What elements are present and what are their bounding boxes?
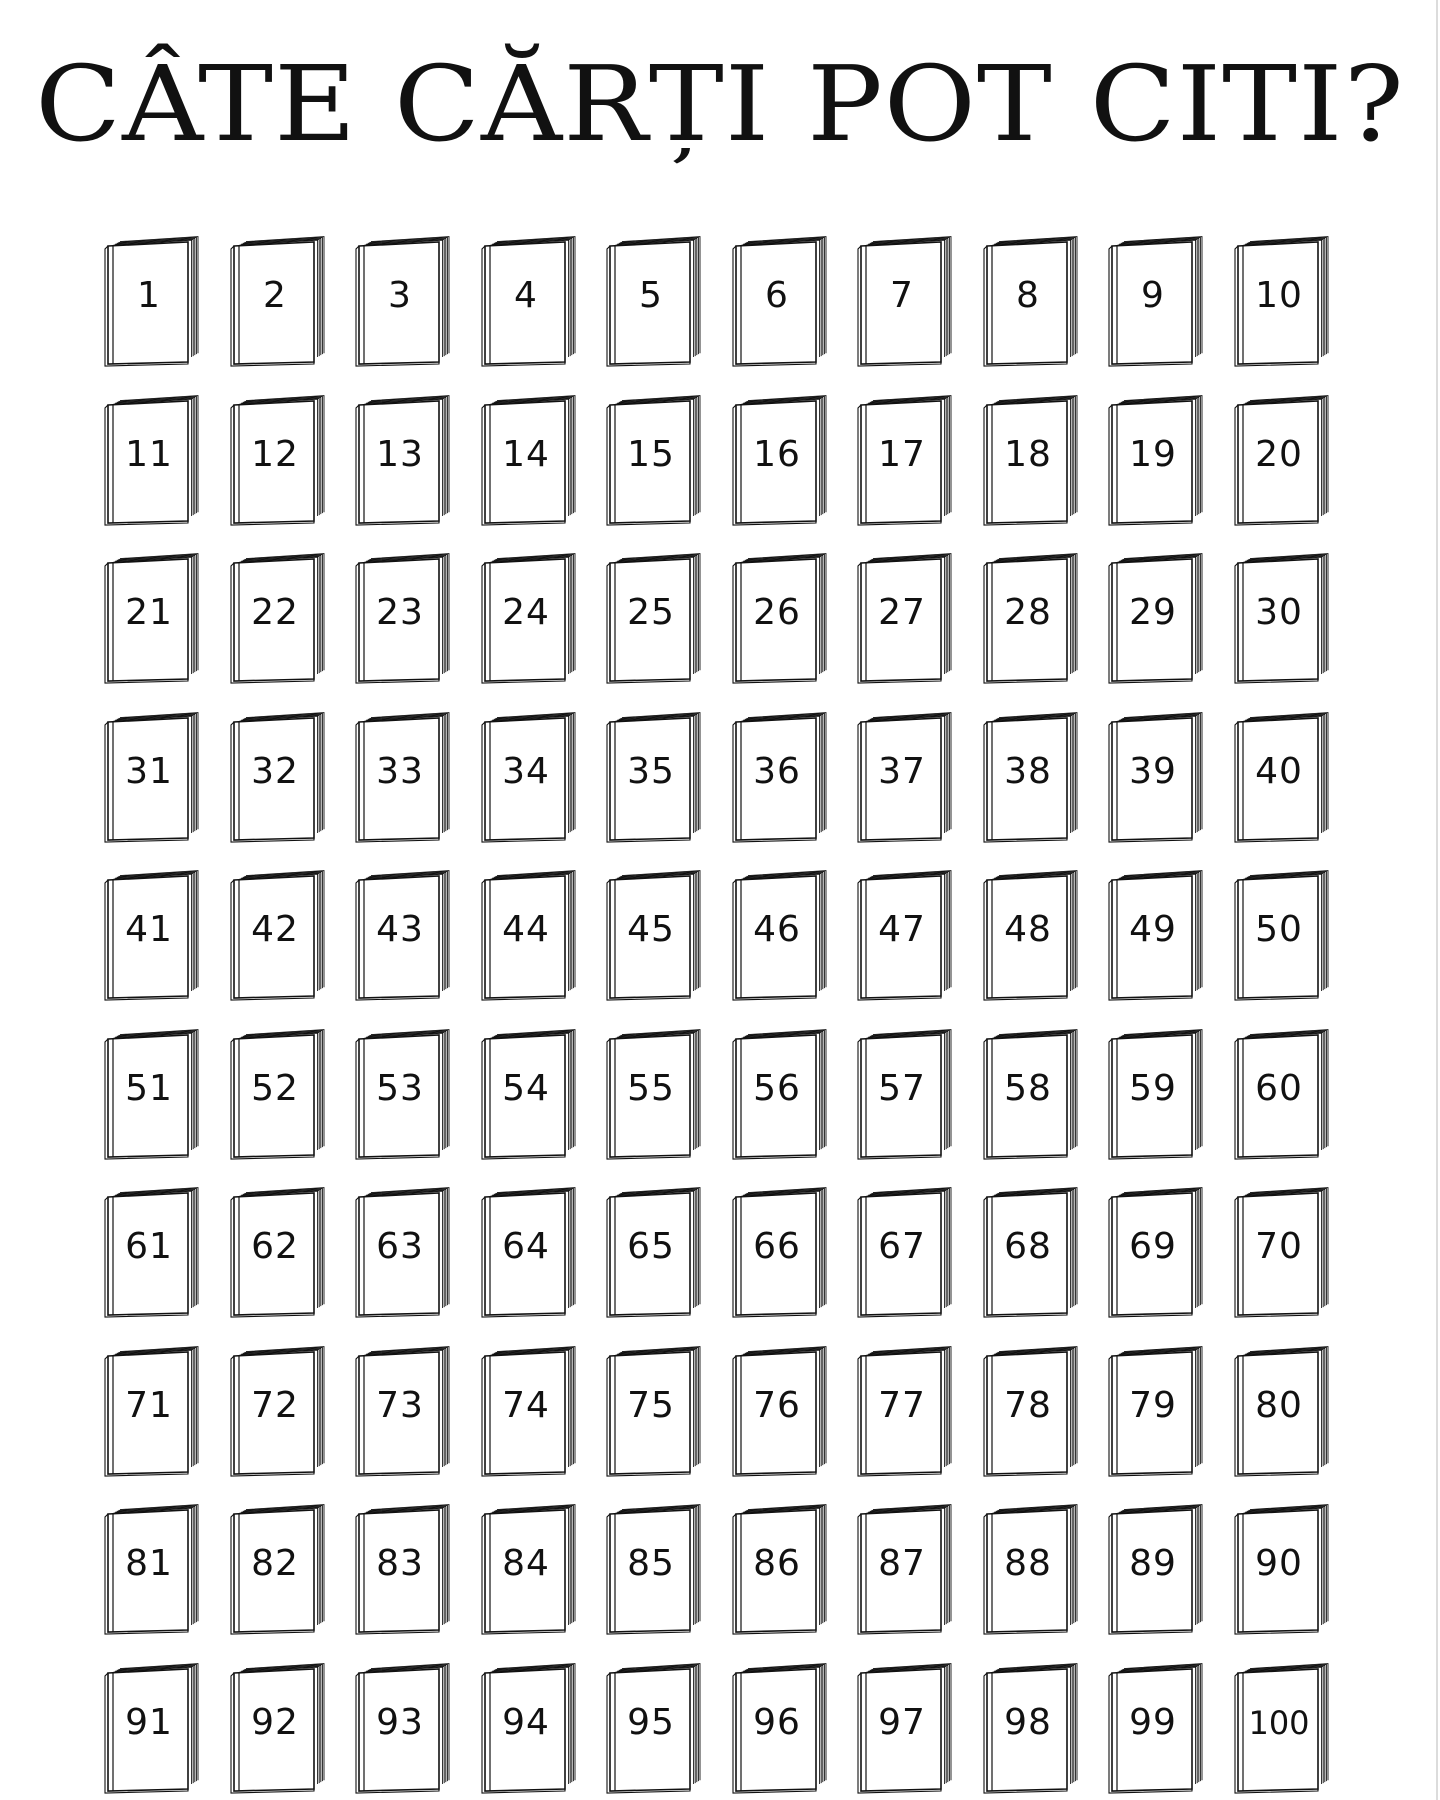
book-item[interactable] xyxy=(104,1665,204,1795)
book-number: 16 xyxy=(753,434,801,475)
book-number: 60 xyxy=(1255,1068,1303,1109)
book-item[interactable] xyxy=(732,872,832,1002)
book-number: 99 xyxy=(1129,1702,1177,1743)
book-item[interactable] xyxy=(104,714,204,844)
book-item[interactable] xyxy=(857,1031,957,1161)
book-item[interactable] xyxy=(355,1665,455,1795)
book-item[interactable] xyxy=(355,397,455,527)
book-item[interactable] xyxy=(857,555,957,685)
book-number: 98 xyxy=(1004,1702,1052,1743)
book-number: 59 xyxy=(1129,1068,1177,1109)
book-item[interactable] xyxy=(481,1031,581,1161)
book-number: 79 xyxy=(1129,1385,1177,1426)
book-item[interactable] xyxy=(355,1031,455,1161)
book-item[interactable] xyxy=(857,1506,957,1636)
book-item[interactable] xyxy=(983,397,1083,527)
book-item[interactable] xyxy=(481,397,581,527)
book-item[interactable] xyxy=(983,1506,1083,1636)
book-item[interactable] xyxy=(1234,1348,1334,1478)
book-item[interactable] xyxy=(732,1348,832,1478)
book-number: 26 xyxy=(753,592,801,633)
book-item[interactable] xyxy=(606,1348,706,1478)
book-item[interactable] xyxy=(983,1665,1083,1795)
book-item[interactable] xyxy=(857,397,957,527)
book-number: 66 xyxy=(753,1226,801,1267)
book-number: 65 xyxy=(627,1226,675,1267)
book-item[interactable] xyxy=(1234,1031,1334,1161)
book-item[interactable] xyxy=(857,1189,957,1319)
book-number: 58 xyxy=(1004,1068,1052,1109)
book-number: 48 xyxy=(1004,909,1052,950)
book-item[interactable] xyxy=(104,238,204,368)
book-number: 17 xyxy=(878,434,926,475)
book-number: 2 xyxy=(263,275,287,316)
book-item[interactable] xyxy=(1234,714,1334,844)
book-number: 3 xyxy=(388,275,412,316)
book-item[interactable] xyxy=(481,1506,581,1636)
book-item[interactable] xyxy=(606,555,706,685)
book-number: 62 xyxy=(251,1226,299,1267)
book-number: 9 xyxy=(1141,275,1165,316)
book-item[interactable] xyxy=(857,714,957,844)
book-number: 11 xyxy=(125,434,173,475)
book-item[interactable] xyxy=(857,238,957,368)
book-number: 72 xyxy=(251,1385,299,1426)
book-item[interactable] xyxy=(983,555,1083,685)
book-item[interactable] xyxy=(1234,1665,1334,1795)
book-item[interactable] xyxy=(481,872,581,1002)
book-item[interactable] xyxy=(481,555,581,685)
book-number: 92 xyxy=(251,1702,299,1743)
book-item[interactable] xyxy=(230,1031,330,1161)
book-number: 36 xyxy=(753,751,801,792)
book-item[interactable] xyxy=(1108,238,1208,368)
book-number: 28 xyxy=(1004,592,1052,633)
book-item[interactable] xyxy=(1108,1189,1208,1319)
book-item[interactable] xyxy=(983,714,1083,844)
book-number: 90 xyxy=(1255,1543,1303,1584)
book-number: 6 xyxy=(765,275,789,316)
book-item[interactable] xyxy=(983,1189,1083,1319)
book-number: 13 xyxy=(376,434,424,475)
book-number: 64 xyxy=(502,1226,550,1267)
book-number: 93 xyxy=(376,1702,424,1743)
book-number: 53 xyxy=(376,1068,424,1109)
book-item[interactable] xyxy=(606,1031,706,1161)
book-item[interactable] xyxy=(230,555,330,685)
book-item[interactable] xyxy=(1108,1031,1208,1161)
book-number: 57 xyxy=(878,1068,926,1109)
book-item[interactable] xyxy=(732,555,832,685)
book-item[interactable] xyxy=(606,238,706,368)
book-item[interactable] xyxy=(230,714,330,844)
book-number: 85 xyxy=(627,1543,675,1584)
book-number: 42 xyxy=(251,909,299,950)
book-number: 50 xyxy=(1255,909,1303,950)
book-number: 75 xyxy=(627,1385,675,1426)
book-number: 43 xyxy=(376,909,424,950)
book-item[interactable] xyxy=(355,714,455,844)
book-number: 78 xyxy=(1004,1385,1052,1426)
book-number: 21 xyxy=(125,592,173,633)
book-number: 29 xyxy=(1129,592,1177,633)
book-number: 68 xyxy=(1004,1226,1052,1267)
book-number: 69 xyxy=(1129,1226,1177,1267)
book-item[interactable] xyxy=(355,1506,455,1636)
book-item[interactable] xyxy=(732,397,832,527)
book-item[interactable] xyxy=(1108,714,1208,844)
book-item[interactable] xyxy=(857,872,957,1002)
book-number: 82 xyxy=(251,1543,299,1584)
book-item[interactable] xyxy=(230,397,330,527)
book-number: 100 xyxy=(1248,1704,1310,1742)
book-number: 40 xyxy=(1255,751,1303,792)
book-number: 56 xyxy=(753,1068,801,1109)
book-item[interactable] xyxy=(104,872,204,1002)
book-item[interactable] xyxy=(1234,397,1334,527)
book-number: 37 xyxy=(878,751,926,792)
book-item[interactable] xyxy=(606,397,706,527)
book-item[interactable] xyxy=(355,872,455,1002)
book-item[interactable] xyxy=(1234,1506,1334,1636)
book-number: 22 xyxy=(251,592,299,633)
book-number: 45 xyxy=(627,909,675,950)
book-item[interactable] xyxy=(481,238,581,368)
book-item[interactable] xyxy=(1108,1665,1208,1795)
book-number: 12 xyxy=(251,434,299,475)
book-item[interactable] xyxy=(104,1348,204,1478)
book-item[interactable] xyxy=(1234,1189,1334,1319)
book-number: 33 xyxy=(376,751,424,792)
book-item[interactable] xyxy=(983,238,1083,368)
book-item[interactable] xyxy=(1234,238,1334,368)
book-item[interactable] xyxy=(732,238,832,368)
book-number: 84 xyxy=(502,1543,550,1584)
book-item[interactable] xyxy=(104,1506,204,1636)
book-item[interactable] xyxy=(104,1031,204,1161)
book-number: 32 xyxy=(251,751,299,792)
book-number: 23 xyxy=(376,592,424,633)
book-item[interactable] xyxy=(857,1348,957,1478)
book-number: 15 xyxy=(627,434,675,475)
book-item[interactable] xyxy=(1108,555,1208,685)
book-item[interactable] xyxy=(355,555,455,685)
book-item[interactable] xyxy=(1234,555,1334,685)
book-number: 71 xyxy=(125,1385,173,1426)
book-number: 80 xyxy=(1255,1385,1303,1426)
book-number: 51 xyxy=(125,1068,173,1109)
book-item[interactable] xyxy=(230,1506,330,1636)
book-number: 76 xyxy=(753,1385,801,1426)
book-number: 7 xyxy=(890,275,914,316)
book-number: 77 xyxy=(878,1385,926,1426)
book-item[interactable] xyxy=(104,555,204,685)
book-item[interactable] xyxy=(732,714,832,844)
book-number: 35 xyxy=(627,751,675,792)
book-number: 10 xyxy=(1255,275,1303,316)
book-number: 94 xyxy=(502,1702,550,1743)
book-grid xyxy=(104,238,1334,1788)
book-item[interactable] xyxy=(983,1031,1083,1161)
book-number: 38 xyxy=(1004,751,1052,792)
book-number: 97 xyxy=(878,1702,926,1743)
book-number: 63 xyxy=(376,1226,424,1267)
book-number: 1 xyxy=(137,275,161,316)
book-number: 30 xyxy=(1255,592,1303,633)
book-number: 47 xyxy=(878,909,926,950)
book-item[interactable] xyxy=(606,872,706,1002)
book-item[interactable] xyxy=(732,1506,832,1636)
book-item[interactable] xyxy=(606,1665,706,1795)
book-number: 34 xyxy=(502,751,550,792)
book-item[interactable] xyxy=(606,1189,706,1319)
book-number: 19 xyxy=(1129,434,1177,475)
book-item[interactable] xyxy=(1234,872,1334,1002)
book-item[interactable] xyxy=(230,238,330,368)
book-item[interactable] xyxy=(230,1189,330,1319)
book-number: 41 xyxy=(125,909,173,950)
book-number: 20 xyxy=(1255,434,1303,475)
book-item[interactable] xyxy=(104,1189,204,1319)
book-number: 27 xyxy=(878,592,926,633)
book-number: 5 xyxy=(639,275,663,316)
book-number: 73 xyxy=(376,1385,424,1426)
book-number: 54 xyxy=(502,1068,550,1109)
book-item[interactable] xyxy=(481,1189,581,1319)
book-number: 88 xyxy=(1004,1543,1052,1584)
book-item[interactable] xyxy=(230,1665,330,1795)
book-item[interactable] xyxy=(983,1348,1083,1478)
page-edge-line xyxy=(1436,0,1438,1800)
book-number: 24 xyxy=(502,592,550,633)
book-number: 86 xyxy=(753,1543,801,1584)
book-number: 95 xyxy=(627,1702,675,1743)
book-number: 8 xyxy=(1016,275,1040,316)
book-item[interactable] xyxy=(857,1665,957,1795)
book-item[interactable] xyxy=(983,872,1083,1002)
book-item[interactable] xyxy=(1108,872,1208,1002)
book-number: 91 xyxy=(125,1702,173,1743)
book-item[interactable] xyxy=(481,1348,581,1478)
book-number: 39 xyxy=(1129,751,1177,792)
book-number: 67 xyxy=(878,1226,926,1267)
book-item[interactable] xyxy=(606,714,706,844)
book-item[interactable] xyxy=(104,397,204,527)
page-title: CÂTE CĂRȚI POT CITI? xyxy=(35,43,1405,165)
book-number: 25 xyxy=(627,592,675,633)
book-item[interactable] xyxy=(230,1348,330,1478)
book-number: 81 xyxy=(125,1543,173,1584)
book-item[interactable] xyxy=(1108,1506,1208,1636)
book-item[interactable] xyxy=(606,1506,706,1636)
book-item[interactable] xyxy=(230,872,330,1002)
book-item[interactable] xyxy=(1108,397,1208,527)
book-number: 4 xyxy=(514,275,538,316)
book-number: 74 xyxy=(502,1385,550,1426)
book-item[interactable] xyxy=(355,238,455,368)
book-number: 87 xyxy=(878,1543,926,1584)
book-item[interactable] xyxy=(732,1665,832,1795)
book-number: 18 xyxy=(1004,434,1052,475)
book-number: 96 xyxy=(753,1702,801,1743)
book-number: 55 xyxy=(627,1068,675,1109)
book-item[interactable] xyxy=(355,1189,455,1319)
book-number: 52 xyxy=(251,1068,299,1109)
book-item[interactable] xyxy=(481,1665,581,1795)
book-number: 70 xyxy=(1255,1226,1303,1267)
book-number: 49 xyxy=(1129,909,1177,950)
book-number: 14 xyxy=(502,434,550,475)
book-number: 83 xyxy=(376,1543,424,1584)
book-number: 31 xyxy=(125,751,173,792)
book-number: 46 xyxy=(753,909,801,950)
book-item[interactable] xyxy=(481,714,581,844)
book-item[interactable] xyxy=(1108,1348,1208,1478)
book-number: 89 xyxy=(1129,1543,1177,1584)
book-number: 44 xyxy=(502,909,550,950)
book-item[interactable] xyxy=(355,1348,455,1478)
book-item[interactable] xyxy=(732,1031,832,1161)
book-number: 61 xyxy=(125,1226,173,1267)
book-item[interactable] xyxy=(732,1189,832,1319)
